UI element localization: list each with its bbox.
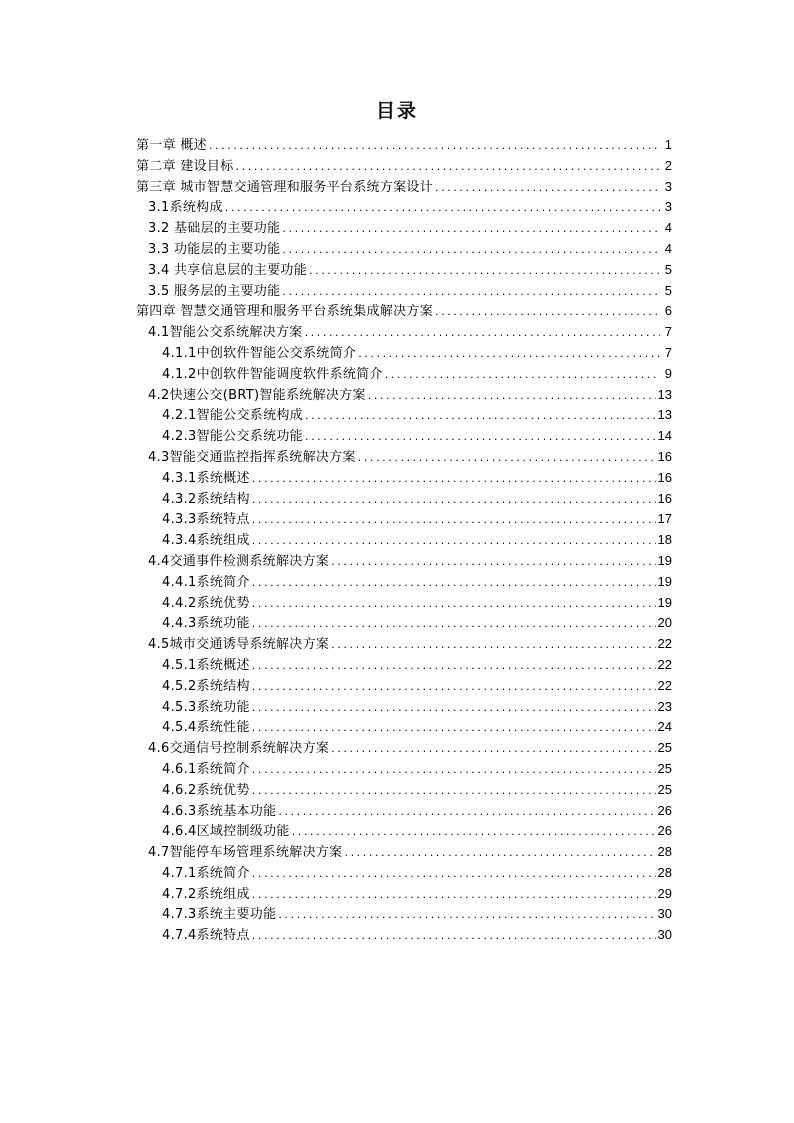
toc-entry-text: 4.3.3系统特点 — [162, 512, 250, 528]
toc-entry-text: 3.4 共享信息层的主要功能 — [148, 262, 308, 278]
toc-entry-text: 4.4.3系统功能 — [162, 616, 250, 632]
toc-entry-text: 第一章 概述 — [136, 138, 207, 153]
toc-dot-leader — [252, 573, 656, 594]
toc-entry[interactable] — [136, 405, 672, 426]
toc-entry-text: 4.5城市交通诱导系统解决方案 — [148, 637, 330, 653]
toc-entry-text: 3.2 基础层的主要功能 — [148, 221, 281, 237]
toc-page-number: 26 — [657, 802, 672, 818]
toc-dot-leader — [252, 698, 656, 719]
toc-dot-leader — [252, 614, 656, 635]
toc-entry-text: 4.7.4系统特点 — [162, 928, 250, 944]
toc-entry[interactable] — [136, 281, 672, 302]
toc-dot-leader — [252, 594, 656, 615]
toc-page-number: 22 — [657, 636, 672, 652]
toc-dot-leader — [435, 178, 660, 199]
toc-entry-text: 4.2.1智能公交系统构成 — [162, 408, 303, 424]
toc-dot-leader — [305, 406, 656, 427]
toc-entry-text: 4.7.3系统主要功能 — [162, 907, 277, 923]
toc-entry-text: 4.1.2中创软件智能调度软件系统简介 — [162, 366, 383, 382]
toc-entry-text: 4.7智能停车场管理系统解决方案 — [148, 845, 343, 861]
toc-page-number: 28 — [657, 844, 672, 860]
toc-dot-leader — [252, 656, 656, 677]
toc-dot-leader — [331, 739, 655, 760]
toc-page-number: 20 — [657, 615, 672, 631]
toc-entry-text: 4.6.1系统简介 — [162, 761, 250, 777]
toc-dot-leader — [358, 344, 660, 365]
toc-entry-text: 4.7.1系统简介 — [162, 865, 250, 881]
toc-dot-leader — [282, 240, 660, 261]
toc-page-number: 3 — [664, 199, 672, 215]
toc-entry[interactable] — [136, 260, 672, 281]
toc-page-number: 25 — [657, 781, 672, 797]
toc-entry-text: 4.5.4系统性能 — [162, 720, 250, 736]
toc-entry-text: 4.4.1系统简介 — [162, 574, 250, 590]
toc-entry[interactable] — [136, 343, 672, 364]
toc-entry[interactable] — [136, 801, 672, 822]
toc-page-number: 18 — [657, 532, 672, 548]
toc-dot-leader — [305, 323, 660, 344]
toc-entry[interactable] — [136, 509, 672, 530]
toc-dot-leader — [331, 635, 655, 656]
toc-entry[interactable] — [136, 842, 672, 863]
toc-dot-leader — [252, 490, 656, 511]
toc-entry[interactable] — [136, 530, 672, 551]
toc-page-number: 29 — [657, 885, 672, 901]
toc-entry-text: 4.1智能公交系统解决方案 — [148, 325, 303, 341]
table-of-contents — [136, 135, 672, 946]
toc-entry-text: 3.5 服务层的主要功能 — [148, 283, 281, 299]
toc-entry-text: 4.6.2系统优势 — [162, 782, 250, 798]
toc-entry[interactable] — [136, 551, 672, 572]
toc-dot-leader — [252, 718, 656, 739]
toc-entry[interactable] — [136, 385, 672, 406]
toc-entry[interactable] — [136, 447, 672, 468]
toc-page-number: 16 — [657, 469, 672, 485]
toc-page-number: 28 — [657, 864, 672, 880]
toc-dot-leader — [368, 386, 656, 407]
toc-entry[interactable] — [136, 426, 672, 447]
toc-entry-text: 4.4.2系统优势 — [162, 595, 250, 611]
toc-entry[interactable] — [136, 489, 672, 510]
toc-entry[interactable] — [136, 925, 672, 946]
toc-dot-leader — [282, 219, 660, 240]
toc-entry-text: 4.3.1系统概述 — [162, 470, 250, 486]
toc-entry[interactable] — [136, 239, 672, 260]
toc-dot-leader — [282, 282, 660, 303]
toc-page-number: 19 — [657, 552, 672, 568]
toc-page-number: 30 — [657, 927, 672, 943]
toc-dot-leader — [252, 885, 656, 906]
toc-page-number: 25 — [657, 760, 672, 776]
toc-entry[interactable] — [136, 738, 672, 759]
toc-entry-text: 4.5.2系统结构 — [162, 678, 250, 694]
toc-entry-text: 4.2快速公交(BRT)智能系统解决方案 — [148, 387, 366, 403]
toc-entry[interactable] — [136, 177, 672, 198]
toc-entry[interactable] — [136, 613, 672, 634]
toc-page-number: 2 — [664, 157, 672, 173]
toc-entry-text: 4.6.3系统基本功能 — [162, 803, 277, 819]
toc-page-number: 22 — [657, 656, 672, 672]
toc-dot-leader — [435, 302, 660, 323]
toc-entry[interactable] — [136, 218, 672, 239]
toc-page-number: 16 — [657, 490, 672, 506]
toc-page-number: 14 — [657, 428, 672, 444]
toc-dot-leader — [252, 469, 656, 490]
toc-dot-leader — [358, 448, 656, 469]
toc-entry[interactable] — [136, 135, 672, 156]
toc-dot-leader — [278, 905, 655, 926]
toc-dot-leader — [252, 926, 656, 947]
toc-entry[interactable] — [136, 676, 672, 697]
toc-entry[interactable] — [136, 697, 672, 718]
toc-dot-leader — [292, 822, 656, 843]
toc-dot-leader — [278, 802, 655, 823]
toc-entry[interactable] — [136, 468, 672, 489]
toc-entry-text: 第三章 城市智慧交通管理和服务平台系统方案设计 — [136, 179, 434, 195]
toc-entry-text: 3.1系统构成 — [148, 200, 223, 216]
toc-entry[interactable] — [136, 821, 672, 842]
toc-page-number: 30 — [657, 906, 672, 922]
toc-page-number: 19 — [657, 594, 672, 610]
toc-entry-text: 3.3 功能层的主要功能 — [148, 241, 281, 257]
toc-page-number: 7 — [664, 344, 672, 360]
toc-entry[interactable] — [136, 655, 672, 676]
toc-entry[interactable] — [136, 593, 672, 614]
toc-entry[interactable] — [136, 863, 672, 884]
toc-entry[interactable] — [136, 759, 672, 780]
toc-page-number: 4 — [664, 220, 672, 236]
toc-dot-leader — [305, 427, 656, 448]
toc-entry-text: 4.4交通事件检测系统解决方案 — [148, 553, 330, 569]
toc-page-number: 23 — [657, 698, 672, 714]
toc-page-number: 9 — [664, 365, 672, 381]
toc-page-number: 22 — [657, 677, 672, 693]
toc-entry[interactable] — [136, 634, 672, 655]
toc-page-number: 25 — [657, 740, 672, 756]
toc-entry-text: 4.6.4区域控制级功能 — [162, 824, 290, 840]
toc-page-number: 16 — [657, 448, 672, 464]
toc-dot-leader — [331, 552, 655, 573]
toc-dot-leader — [252, 760, 656, 781]
toc-dot-leader — [344, 843, 655, 864]
toc-dot-leader — [252, 781, 656, 802]
toc-page-number: 24 — [657, 719, 672, 735]
toc-entry-text: 第二章 建设目标 — [136, 158, 234, 174]
toc-entry[interactable] — [136, 301, 672, 322]
toc-entry-text: 4.1.1中创软件智能公交系统简介 — [162, 345, 357, 361]
toc-page-number: 5 — [664, 261, 672, 277]
toc-entry-text: 4.6交通信号控制系统解决方案 — [148, 741, 330, 757]
toc-entry-text: 4.3.4系统组成 — [162, 533, 250, 549]
toc-dot-leader — [225, 198, 660, 219]
toc-entry[interactable] — [136, 780, 672, 801]
toc-entry-text: 4.5.3系统功能 — [162, 699, 250, 715]
toc-page-number: 17 — [657, 511, 672, 527]
toc-page-number: 19 — [657, 573, 672, 589]
toc-title: 目录 — [375, 100, 418, 122]
toc-entry[interactable] — [136, 572, 672, 593]
toc-dot-leader — [209, 136, 660, 157]
toc-page-number: 6 — [664, 303, 672, 319]
toc-entry[interactable] — [136, 884, 672, 905]
toc-entry-text: 4.2.3智能公交系统功能 — [162, 429, 303, 445]
toc-dot-leader — [252, 677, 656, 698]
toc-page-number: 13 — [657, 386, 672, 402]
toc-dot-leader — [252, 510, 656, 531]
toc-entry[interactable] — [136, 904, 672, 925]
toc-dot-leader — [252, 864, 656, 885]
toc-page-number: 26 — [657, 823, 672, 839]
toc-entry-text: 4.7.2系统组成 — [162, 886, 250, 902]
toc-entry[interactable] — [136, 717, 672, 738]
toc-entry-text: 4.3智能交通监控指挥系统解决方案 — [148, 449, 356, 465]
toc-dot-leader — [385, 365, 660, 386]
toc-entry[interactable] — [136, 197, 672, 218]
toc-entry[interactable] — [136, 322, 672, 343]
toc-page-number: 3 — [664, 178, 672, 194]
toc-dot-leader — [236, 157, 660, 178]
toc-entry-text: 第四章 智慧交通管理和服务平台系统集成解决方案 — [136, 304, 434, 320]
toc-entry[interactable] — [136, 156, 672, 177]
toc-entry-text: 4.5.1系统概述 — [162, 657, 250, 673]
toc-entry-text: 4.3.2系统结构 — [162, 491, 250, 507]
toc-page-number: 5 — [664, 282, 672, 298]
toc-entry[interactable] — [136, 364, 672, 385]
toc-page-number: 7 — [664, 324, 672, 340]
toc-page-number: 1 — [664, 137, 672, 152]
toc-dot-leader — [252, 531, 656, 552]
toc-page-number: 4 — [664, 240, 672, 256]
toc-page-number: 13 — [657, 407, 672, 423]
toc-dot-leader — [309, 261, 660, 282]
